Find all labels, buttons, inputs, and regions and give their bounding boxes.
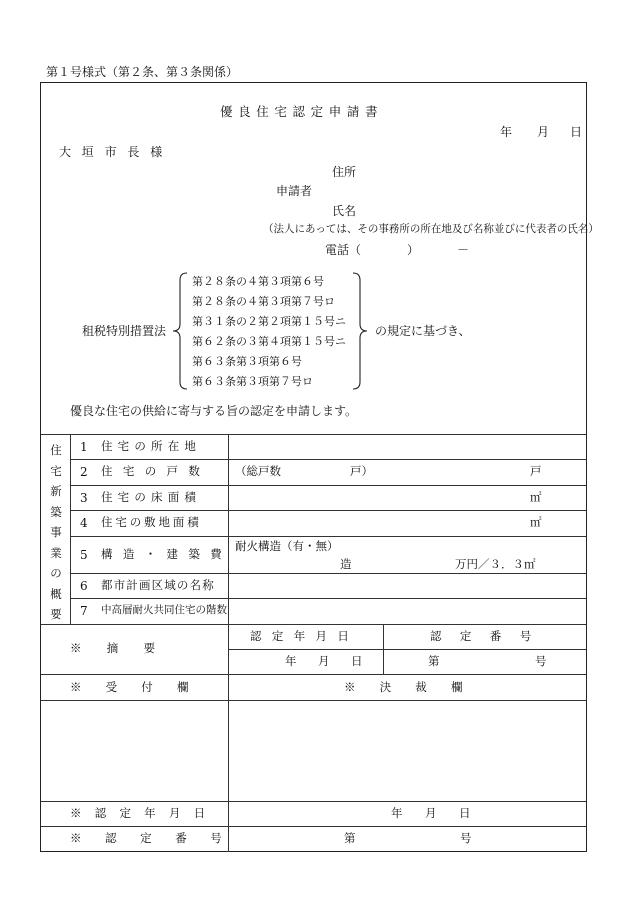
date-day: 日 — [570, 125, 583, 139]
receipt-label: ※受付欄 — [70, 680, 213, 694]
left-brace-icon — [170, 272, 190, 390]
bottom-date-label: ※認定年月日 — [70, 806, 219, 820]
phone-label: 電話（ — [325, 243, 362, 257]
bottom-no-go: 号 — [460, 831, 472, 845]
law-clause: 第６２条の３第４項第１５号ニ — [192, 335, 346, 348]
structure-zo: 造 — [340, 557, 352, 571]
row-number: 5 — [80, 548, 88, 562]
total-units-label: （総戸数 — [235, 464, 281, 478]
fireproof-option: 耐火構造（有・無） — [235, 539, 339, 553]
cert-no-dai: 第 — [428, 654, 440, 668]
cert-date-year: 年 — [285, 654, 297, 668]
addressee: 大垣市長様 — [59, 145, 174, 159]
floor-area-unit: ㎡ — [530, 490, 542, 504]
page-title: 優良住宅認定申請書 — [220, 104, 384, 119]
row-number: 4 — [80, 516, 88, 530]
row-label: 住宅の敷地面積 — [101, 515, 202, 529]
law-clause: 第６３条第３項第７号ロ — [192, 375, 313, 388]
date-month: 月 — [537, 125, 550, 139]
law-clause: 第３１条の２第２項第１５号ニ — [192, 315, 346, 328]
summary-label: ※摘要 — [70, 641, 181, 655]
bottom-date-year: 年 — [391, 806, 403, 820]
name-label: 氏名 — [332, 204, 357, 218]
cert-no-header: 認定番号 — [430, 629, 550, 643]
row-label: 都市計画区域の名称 — [101, 578, 215, 592]
form-label: 第１号様式（第２条、第３条関係） — [46, 65, 239, 79]
date-year: 年 — [500, 125, 513, 139]
total-units-unit: 戸） — [350, 464, 373, 478]
row-label: 住宅の所在地 — [101, 439, 202, 453]
cert-date-day: 日 — [351, 654, 363, 668]
phone-dash: － — [457, 243, 470, 257]
law-clause: 第２８条の４第３項第７号ロ — [192, 295, 335, 308]
row-label: 住宅の戸数 — [101, 464, 211, 478]
row-number: 3 — [80, 491, 88, 505]
row-label: 構造・建築費 — [101, 547, 233, 561]
cost-per-tsubo: 万円／３．３㎡ — [455, 557, 536, 571]
bottom-date-day: 日 — [459, 806, 471, 820]
cert-date-month: 月 — [318, 654, 330, 668]
law-clause: 第２８条の４第３項第６号 — [192, 275, 324, 288]
row-number: 2 — [80, 465, 88, 479]
address-label: 住所 — [332, 165, 357, 179]
decision-label: ※決裁欄 — [344, 680, 487, 694]
row-number: 7 — [80, 604, 88, 618]
row-label: 住宅の床面積 — [101, 490, 202, 504]
applicant-label: 申請者 — [276, 184, 313, 198]
units-unit: 戸 — [530, 464, 542, 478]
law-clause: 第６３条第３項第６号 — [192, 355, 302, 368]
bottom-no-dai: 第 — [344, 831, 356, 845]
bottom-date-month: 月 — [425, 806, 437, 820]
right-brace-icon — [350, 272, 370, 390]
corp-note: （法人にあっては、その事務所の所在地及び名称並びに代表者の氏名） — [263, 223, 599, 235]
cert-no-go: 号 — [535, 654, 547, 668]
bottom-no-label: ※認定番号 — [70, 831, 246, 845]
cert-date-header: 認定年月日 — [250, 629, 360, 643]
row-number: 6 — [80, 579, 88, 593]
row-number: 1 — [80, 440, 88, 454]
law-label: 租税特別措置法 — [82, 324, 167, 338]
request-sentence: 優良な住宅の供給に寄与する旨の認定を申請します。 — [70, 404, 358, 418]
site-area-unit: ㎡ — [530, 515, 542, 529]
overview-side-label: 住 宅 新 築 事 業 の 概 要 — [50, 443, 62, 621]
row-label: 中高層耐火共同住宅の階数 — [101, 604, 227, 616]
law-suffix: の規定に基づき、 — [375, 324, 471, 338]
phone-close: ） — [407, 243, 420, 257]
